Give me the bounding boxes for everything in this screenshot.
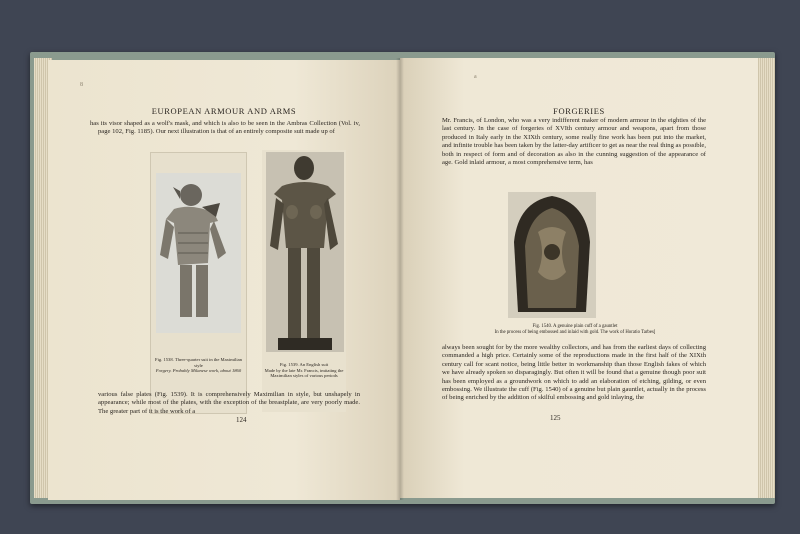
left-top-mark: 8 xyxy=(80,82,83,88)
right-paragraph-top: Mr. Francis, of London, who was a very indifferent maker of modern armour in the eighties of the last century. In the case of forgeries of XVIth century armour and weapons, apart from those produced in Italy early in the XIXth century, some really fine work has been put into the market, and infinite trouble has been taken by the latter-day artificer to get as near the real thing as possible, both in respect of form and of decoration as also in the cunning suggestion of the appearance of age. Gold inlaid armour, a most comprehensive term, has xyxy=(442,117,706,167)
figure-1540-title: Fig. 1540. A genuine plain cuff of a gauntlet xyxy=(532,324,618,329)
figure-1539-photo xyxy=(266,152,344,352)
armour-suit-1538-image xyxy=(156,173,241,333)
book-gutter xyxy=(396,58,404,500)
right-page-number: 125 xyxy=(550,414,561,422)
left-page-number: 124 xyxy=(236,416,247,424)
right-page-edges xyxy=(757,58,775,498)
right-paragraph-bottom: always been sought for by the more wealthy collectors, and has from the earliest days of collecting commanded a high price. Certainly some of the reproductions made in the first half of the XIXth century call for scant notice, being little better in workmanship than those English fakes of which we have already spoken so disparagingly. But often it will be found that a genuine though poor suit has been employed as a groundwork on which to add an elaboration of etching, gilding, or even embossing. We illustrate the cuff (Fig. 1540) of a genuine but plain gauntlet, actually in the process of being enriched by the addition of skilful embossing and gold inlaying, the xyxy=(442,344,706,402)
armour-suit-1539-image xyxy=(266,152,344,352)
right-page xyxy=(400,58,758,498)
right-top-mark: a xyxy=(474,74,477,80)
figure-1539-plate xyxy=(262,150,346,412)
figure-1540-caption xyxy=(440,324,710,335)
figure-1539-caption xyxy=(262,362,346,379)
figure-1539-title: Fig. 1539. An English suit xyxy=(279,362,329,367)
figure-1540-note: In the process of being embossed and inlaid with gold. The work of Horatio Tarbes] xyxy=(494,329,656,335)
left-page xyxy=(48,60,400,500)
figure-1538-note: Forgery. Probably Milanese work, about 1860 xyxy=(155,368,242,374)
figure-1538-caption xyxy=(154,357,243,374)
right-running-head: FORGERIES xyxy=(553,106,605,116)
figure-1538-photo xyxy=(156,173,241,333)
gauntlet-cuff-image xyxy=(508,192,596,318)
figure-1539-note: Made by the late Mr. Francis, imitating the Maximilian styles of various periods xyxy=(264,367,344,379)
figure-1540-photo xyxy=(508,192,596,318)
left-paragraph-bottom: various false plates (Fig. 1539). It is comprehensively Maximilian in style, but unshapely in appearance; while most of the plates, with the exception of the breastplate, are very poorly made. The greater part of it is the work of a xyxy=(98,391,360,415)
left-running-head: EUROPEAN ARMOUR AND ARMS xyxy=(151,106,297,116)
figure-1538-plate xyxy=(150,152,247,414)
figure-1538-title: Fig. 1538. Three-quarter suit in the Maximilian style xyxy=(155,357,242,368)
left-paragraph-top: has its visor shaped as a wolf's mask, and which is also to be seen in the Ambras Collection (Vol. iv, page 102, Fig. 1185). Our next illustration is that of an entirely composite suit made up of xyxy=(90,120,360,136)
